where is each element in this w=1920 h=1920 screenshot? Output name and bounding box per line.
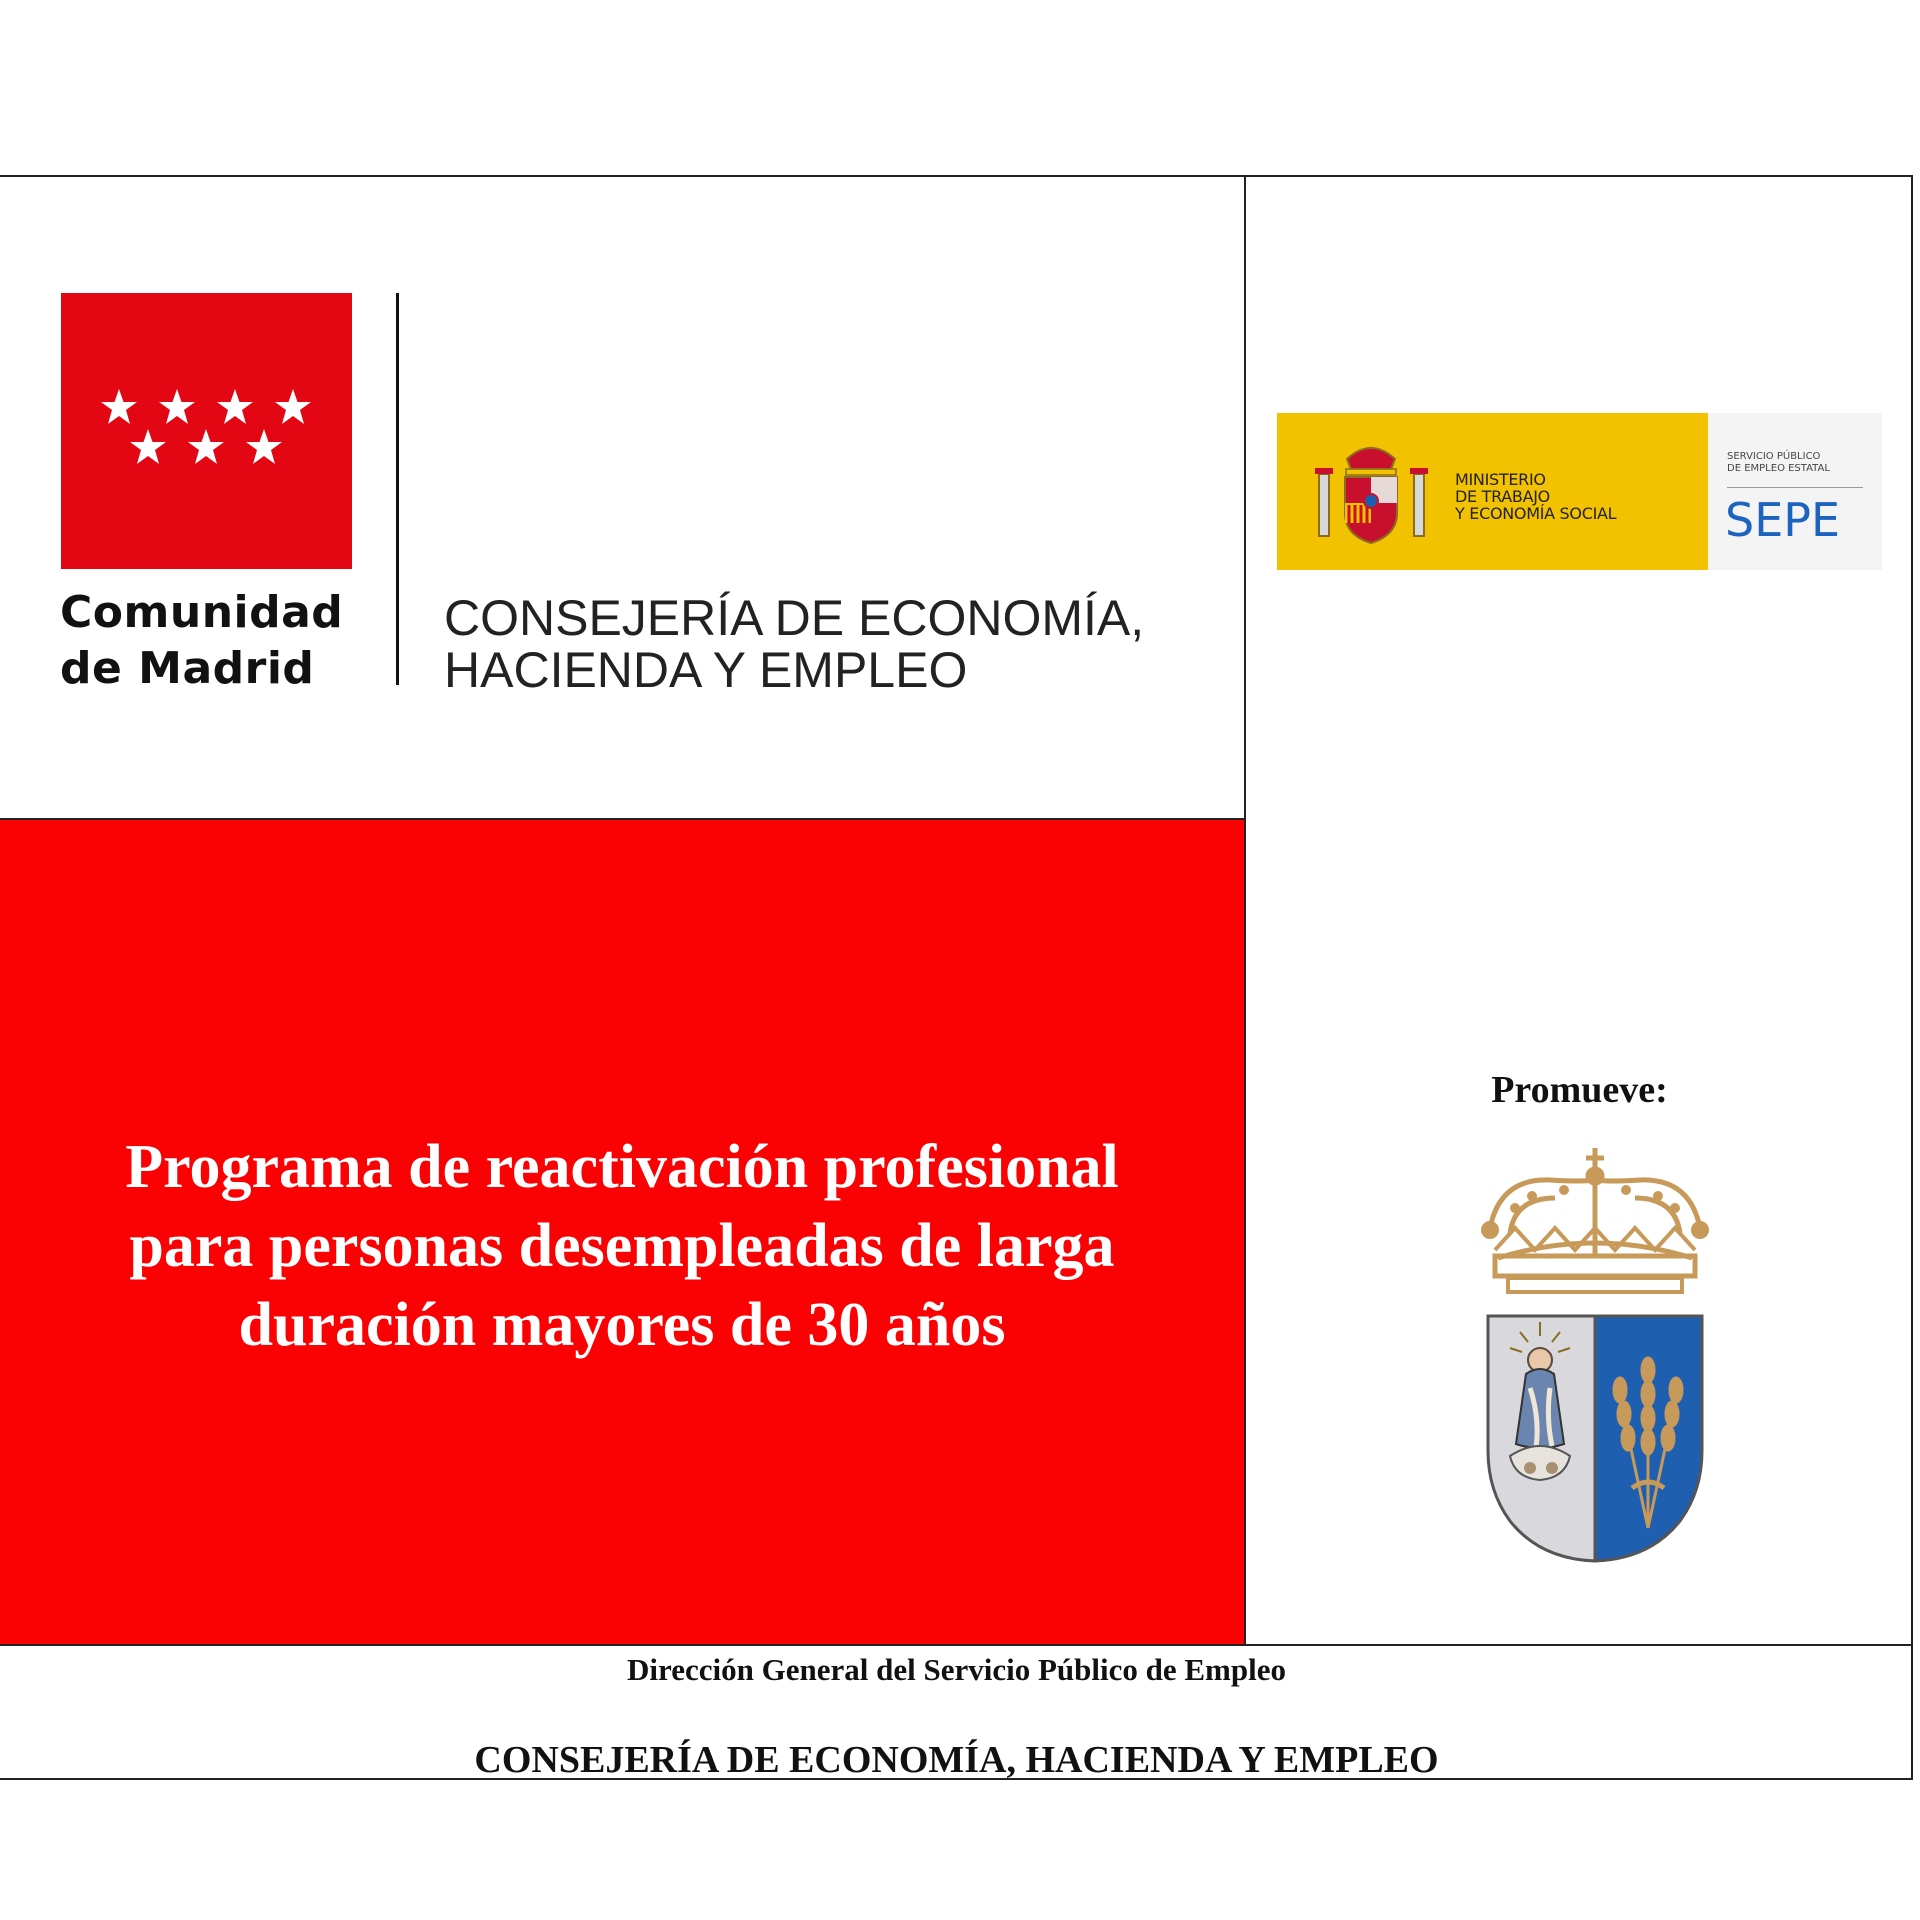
promueve-label: Promueve:: [1491, 1069, 1668, 1111]
spain-coat-of-arms-icon: [1309, 429, 1434, 554]
ministry-line1: MINISTERIO: [1455, 470, 1546, 489]
program-title-line1: Programa de reactivación profesional: [125, 1133, 1119, 1201]
sepe-small-line1: SERVICIO PÚBLICO: [1727, 451, 1821, 462]
sepe-small-line2: DE EMPLEO ESTATAL: [1727, 463, 1830, 474]
consejeria-line2: HACIENDA Y EMPLEO: [444, 642, 968, 698]
column-divider: [1244, 175, 1246, 1646]
comunidad-line2: de Madrid: [60, 643, 315, 694]
program-title: [40, 1128, 1204, 1365]
madrid-stars-icon: [61, 293, 352, 569]
footer-consejeria: CONSEJERÍA DE ECONOMÍA, HACIENDA Y EMPLEO: [474, 1739, 1439, 1781]
ministry-name: [1455, 471, 1616, 522]
municipal-crest-icon: [1470, 1138, 1720, 1573]
sepe-rule: [1727, 487, 1863, 488]
sepe-service-name: [1727, 451, 1830, 475]
program-title-line3: duración mayores de 30 años: [238, 1291, 1006, 1359]
logo-separator: [396, 293, 399, 685]
ministry-line3: Y ECONOMÍA SOCIAL: [1455, 504, 1617, 523]
consejeria-line1: CONSEJERÍA DE ECONOMÍA,: [444, 590, 1145, 646]
footer-divider: [0, 1644, 1913, 1646]
footer-direccion-general: Dirección General del Servicio Público de Empleo: [627, 1652, 1286, 1687]
consejeria-heading: [444, 592, 1144, 696]
sepe-label: SEPE: [1725, 493, 1841, 547]
program-title-line2: para personas desempleadas de larga: [129, 1212, 1115, 1280]
ministry-line2: DE TRABAJO: [1455, 487, 1550, 506]
comunidad-de-madrid-name: [60, 585, 343, 697]
comunidad-line1: Comunidad: [60, 587, 344, 638]
ministry-sepe-logo: [1277, 413, 1882, 570]
